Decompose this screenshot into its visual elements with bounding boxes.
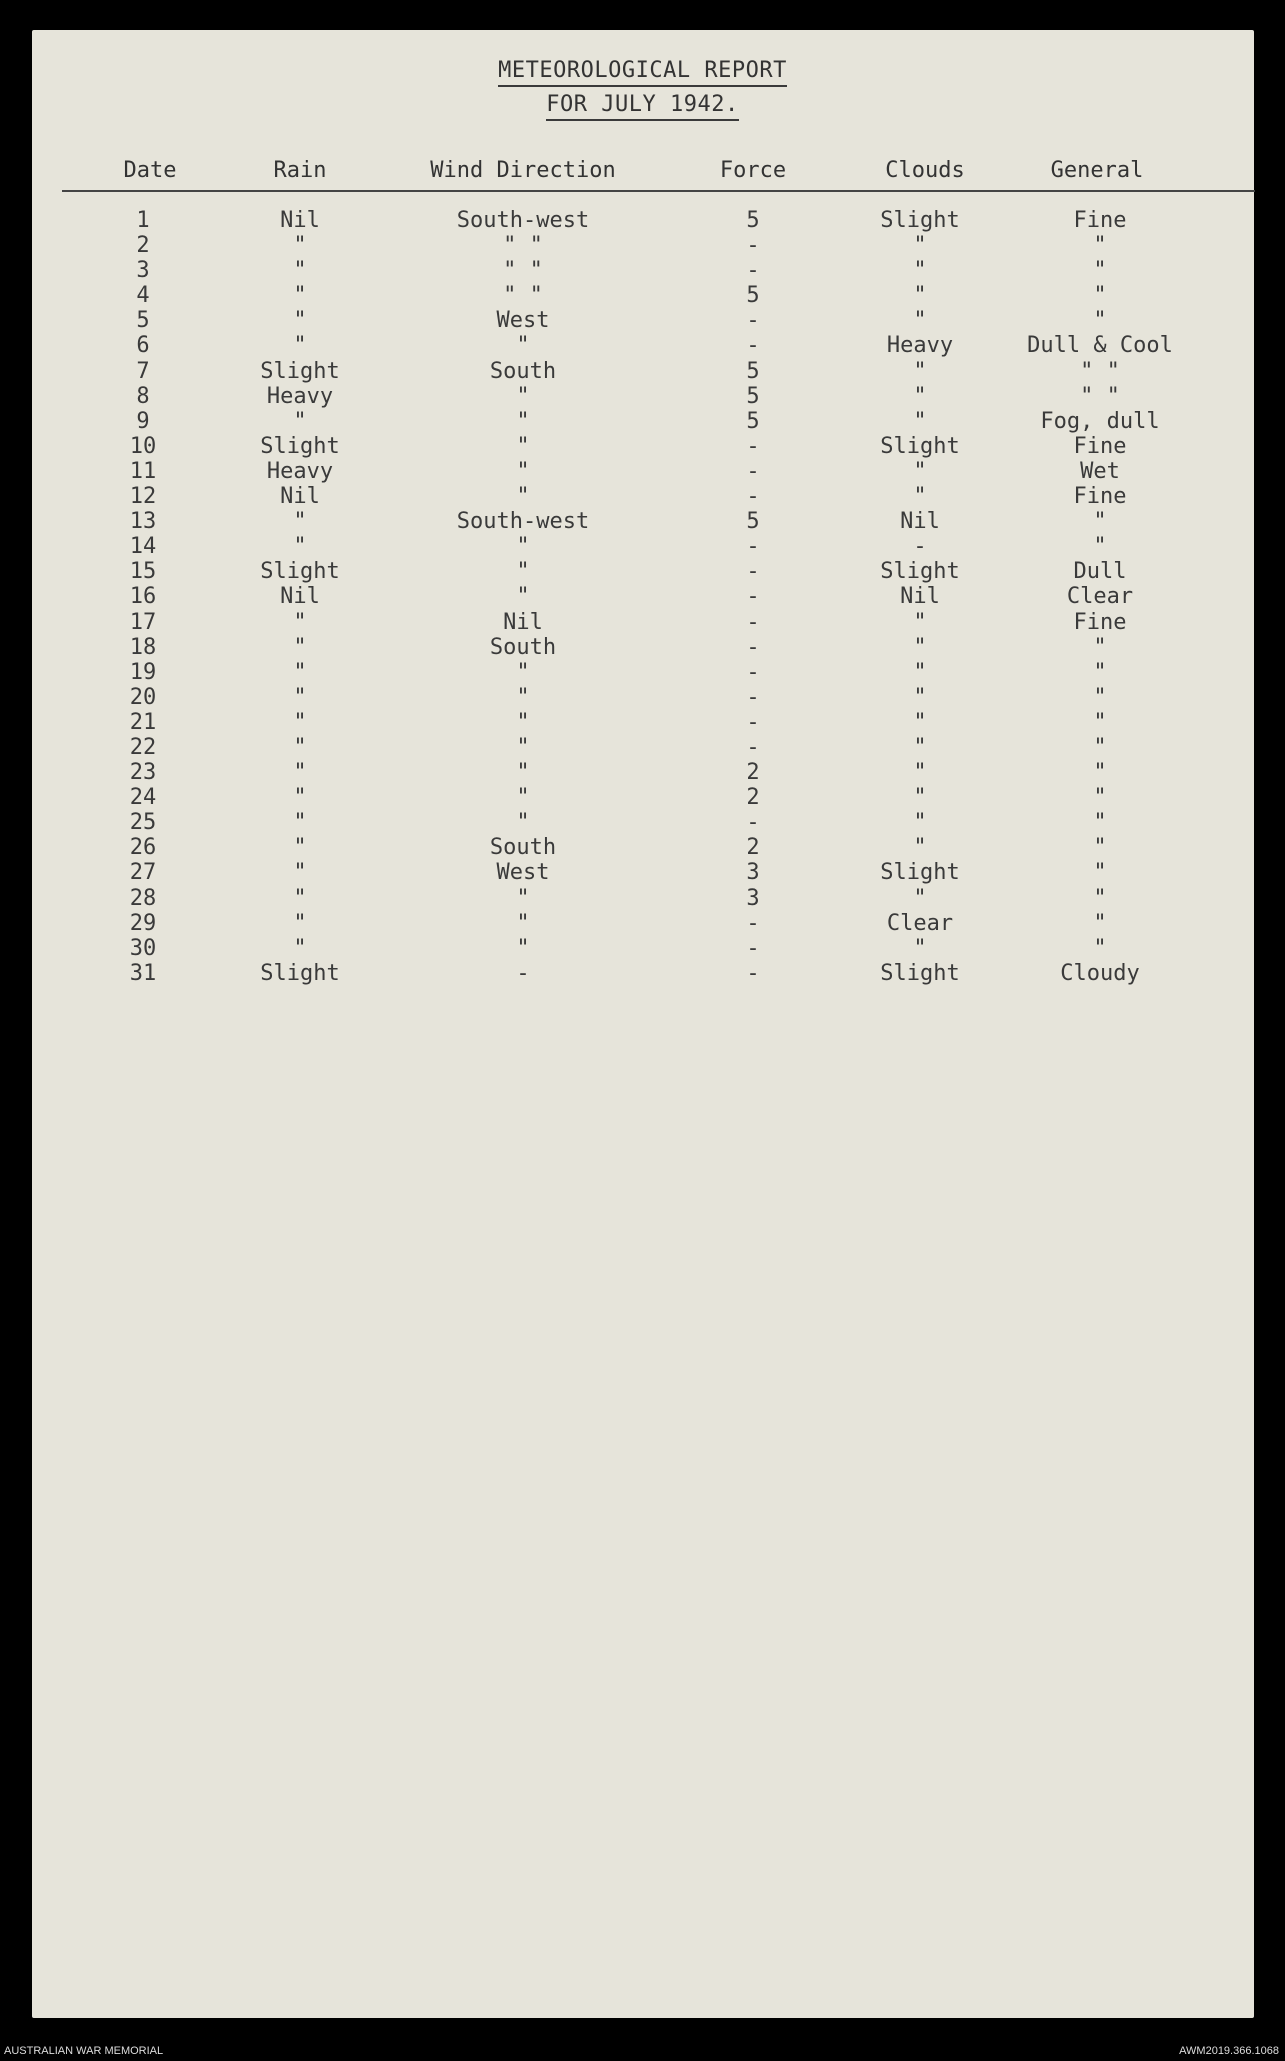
cell-force: - [746, 609, 760, 635]
cell-date: 3 [136, 258, 150, 284]
cell-clouds: " [913, 458, 927, 484]
cell-force: - [746, 258, 760, 284]
cell-date: 27 [129, 860, 157, 886]
cell-wind-direction: " [516, 433, 530, 459]
cell-general: Wet [1080, 458, 1120, 484]
cell-general: " [1093, 860, 1107, 886]
cell-date: 29 [129, 910, 157, 936]
cell-wind-direction: " [516, 559, 530, 585]
cell-general: Fine [1073, 208, 1127, 233]
cell-date: 24 [129, 785, 157, 811]
header-date: Date [123, 158, 177, 183]
cell-wind-direction: " [516, 333, 530, 359]
cell-rain: " [293, 810, 307, 836]
cell-force: - [746, 584, 760, 610]
cell-force: - [746, 935, 760, 961]
cell-rain: " [293, 233, 307, 259]
cell-rain: " [293, 258, 307, 284]
cell-force: 5 [746, 208, 760, 233]
cell-force: - [746, 634, 760, 660]
cell-clouds: " [913, 283, 927, 309]
header-wind-direction: Wind Direction [430, 158, 616, 183]
cell-general: " [1093, 283, 1107, 309]
cell-wind-direction: " [516, 584, 530, 610]
cell-force: - [746, 960, 760, 986]
cell-force: - [746, 233, 760, 259]
cell-date: 21 [129, 709, 157, 735]
cell-force: 5 [746, 383, 760, 409]
cell-general: Fine [1073, 609, 1127, 635]
cell-date: 2 [136, 233, 150, 259]
cell-force: - [746, 709, 760, 735]
cell-clouds: Heavy [886, 333, 954, 359]
cell-force: - [746, 458, 760, 484]
cell-rain: Heavy [266, 458, 334, 484]
cell-date: 15 [129, 559, 157, 585]
cell-date: 9 [136, 408, 150, 434]
cell-general: " [1093, 308, 1107, 334]
cell-wind-direction: " " [503, 233, 543, 259]
cell-date: 8 [136, 383, 150, 409]
table-row [0, 509, 1285, 534]
cell-wind-direction: " [516, 458, 530, 484]
cell-wind-direction: " [516, 408, 530, 434]
cell-clouds: Slight [880, 559, 960, 585]
table-row [0, 810, 1285, 835]
cell-date: 14 [129, 534, 157, 560]
cell-general: " [1093, 534, 1107, 560]
cell-date: 31 [129, 960, 157, 986]
cell-date: 11 [129, 458, 157, 484]
cell-rain: " [293, 885, 307, 911]
cell-general: " [1093, 684, 1107, 710]
report-subtitle: FOR JULY 1942. [0, 92, 1285, 117]
cell-general: Fog, dull [1040, 408, 1160, 434]
cell-clouds: " [913, 484, 927, 510]
cell-clouds: " [913, 709, 927, 735]
header-general: General [1050, 158, 1144, 183]
cell-date: 12 [129, 484, 157, 510]
cell-date: 17 [129, 609, 157, 635]
cell-date: 16 [129, 584, 157, 610]
cell-general: Dull [1073, 559, 1127, 585]
cell-clouds: " [913, 233, 927, 259]
cell-general: " [1093, 233, 1107, 259]
cell-general: " [1093, 935, 1107, 961]
cell-clouds: Clear [886, 910, 954, 936]
cell-force: 3 [746, 860, 760, 886]
cell-force: 5 [746, 408, 760, 434]
cell-rain: " [293, 609, 307, 635]
cell-force: 5 [746, 509, 760, 535]
cell-general: " [1093, 785, 1107, 811]
cell-clouds: " [913, 835, 927, 861]
table-row [0, 384, 1285, 409]
cell-date: 23 [129, 760, 157, 786]
cell-wind-direction: West [496, 860, 550, 886]
cell-rain: " [293, 408, 307, 434]
cell-wind-direction: - [516, 960, 530, 986]
cell-clouds: " [913, 609, 927, 635]
table-row [0, 434, 1285, 459]
cell-general: Clear [1066, 584, 1134, 610]
cell-force: - [746, 910, 760, 936]
cell-rain: Slight [260, 358, 340, 384]
cell-wind-direction: " [516, 709, 530, 735]
cell-general: " [1093, 760, 1107, 786]
cell-force: - [746, 810, 760, 836]
cell-wind-direction: " [516, 885, 530, 911]
cell-wind-direction: South [489, 835, 557, 861]
cell-rain: " [293, 860, 307, 886]
cell-rain: " [293, 785, 307, 811]
cell-clouds: Slight [880, 208, 960, 233]
cell-wind-direction: " [516, 383, 530, 409]
cell-rain: " [293, 333, 307, 359]
cell-clouds: Slight [880, 960, 960, 986]
cell-wind-direction: " [516, 910, 530, 936]
cell-wind-direction: " [516, 935, 530, 961]
cell-force: 5 [746, 358, 760, 384]
table-row [0, 685, 1285, 710]
table-row [0, 359, 1285, 384]
cell-force: - [746, 484, 760, 510]
cell-rain: " [293, 659, 307, 685]
cell-force: - [746, 734, 760, 760]
table-row [0, 886, 1285, 911]
cell-clouds: Slight [880, 860, 960, 886]
table-row [0, 610, 1285, 635]
cell-rain: " [293, 760, 307, 786]
header-rain: Rain [273, 158, 327, 183]
cell-force: 2 [746, 835, 760, 861]
table-row [0, 710, 1285, 735]
cell-clouds: " [913, 760, 927, 786]
cell-wind-direction: " [516, 810, 530, 836]
cell-date: 25 [129, 810, 157, 836]
cell-date: 1 [136, 208, 150, 233]
cell-date: 5 [136, 308, 150, 334]
cell-rain: " [293, 308, 307, 334]
cell-clouds: - [913, 534, 927, 560]
cell-force: - [746, 433, 760, 459]
cell-wind-direction: " [516, 484, 530, 510]
cell-wind-direction: Nil [503, 609, 543, 635]
cell-rain: " [293, 634, 307, 660]
cell-general: " [1093, 885, 1107, 911]
cell-force: - [746, 659, 760, 685]
cell-force: - [746, 559, 760, 585]
cell-clouds: " [913, 810, 927, 836]
table-row [0, 208, 1285, 233]
footer-catalogue-number: AWM2019.366.1068 [1179, 2045, 1279, 2057]
cell-general: Dull & Cool [1027, 333, 1173, 359]
cell-general: " [1093, 258, 1107, 284]
cell-clouds: " [913, 258, 927, 284]
table-row [0, 233, 1285, 258]
cell-force: 2 [746, 760, 760, 786]
cell-clouds: " [913, 935, 927, 961]
cell-general: Cloudy [1060, 960, 1140, 986]
cell-rain: " [293, 509, 307, 535]
cell-clouds: " [913, 684, 927, 710]
cell-rain: Nil [280, 584, 320, 610]
cell-wind-direction: " [516, 760, 530, 786]
cell-rain: " [293, 935, 307, 961]
cell-general: Fine [1073, 484, 1127, 510]
table-row [0, 735, 1285, 760]
cell-rain: " [293, 534, 307, 560]
cell-general: " [1093, 634, 1107, 660]
cell-date: 30 [129, 935, 157, 961]
cell-clouds: " [913, 634, 927, 660]
cell-clouds: " [913, 308, 927, 334]
table-row [0, 559, 1285, 584]
cell-clouds: Nil [900, 584, 940, 610]
cell-wind-direction: " [516, 659, 530, 685]
header-rule [62, 190, 1255, 192]
cell-rain: Slight [260, 960, 340, 986]
cell-general: " [1093, 509, 1107, 535]
cell-date: 26 [129, 835, 157, 861]
cell-wind-direction: South [489, 634, 557, 660]
table-row [0, 333, 1285, 358]
cell-clouds: " [913, 358, 927, 384]
cell-force: 2 [746, 785, 760, 811]
table-row [0, 283, 1285, 308]
cell-force: - [746, 308, 760, 334]
cell-clouds: " [913, 734, 927, 760]
cell-wind-direction: " [516, 534, 530, 560]
footer-credit: AUSTRALIAN WAR MEMORIAL [4, 2045, 164, 2057]
table-row [0, 835, 1285, 860]
cell-date: 20 [129, 684, 157, 710]
cell-clouds: Nil [900, 509, 940, 535]
cell-rain: Nil [280, 484, 320, 510]
table-row [0, 961, 1285, 986]
cell-rain: Nil [280, 208, 320, 233]
cell-rain: Slight [260, 559, 340, 585]
cell-general: Fine [1073, 433, 1127, 459]
cell-date: 13 [129, 509, 157, 535]
table-row [0, 785, 1285, 810]
cell-force: 5 [746, 283, 760, 309]
table-row [0, 635, 1285, 660]
cell-rain: " [293, 684, 307, 710]
cell-wind-direction: " " [503, 258, 543, 284]
cell-date: 6 [136, 333, 150, 359]
cell-date: 10 [129, 433, 157, 459]
cell-rain: Slight [260, 433, 340, 459]
cell-rain: " [293, 709, 307, 735]
cell-date: 28 [129, 885, 157, 911]
cell-rain: Heavy [266, 383, 334, 409]
cell-rain: " [293, 835, 307, 861]
cell-wind-direction: West [496, 308, 550, 334]
cell-clouds: Slight [880, 433, 960, 459]
cell-general: " [1093, 835, 1107, 861]
cell-general: " [1093, 659, 1107, 685]
cell-rain: " [293, 910, 307, 936]
cell-clouds: " [913, 408, 927, 434]
cell-force: 3 [746, 885, 760, 911]
report-table-body [0, 208, 1285, 986]
cell-wind-direction: " " [503, 283, 543, 309]
cell-rain: " [293, 283, 307, 309]
cell-date: 22 [129, 734, 157, 760]
cell-wind-direction: " [516, 684, 530, 710]
table-row [0, 911, 1285, 936]
cell-force: - [746, 333, 760, 359]
cell-general: " [1093, 910, 1107, 936]
table-row [0, 936, 1285, 961]
table-row [0, 534, 1285, 559]
cell-wind-direction: South-west [456, 208, 590, 233]
header-clouds: Clouds [885, 158, 965, 183]
cell-date: 7 [136, 358, 150, 384]
table-row [0, 660, 1285, 685]
cell-wind-direction: South [489, 358, 557, 384]
cell-clouds: " [913, 785, 927, 811]
cell-wind-direction: " [516, 734, 530, 760]
table-row [0, 584, 1285, 609]
table-row [0, 258, 1285, 283]
cell-rain: " [293, 734, 307, 760]
cell-force: - [746, 534, 760, 560]
cell-date: 18 [129, 634, 157, 660]
cell-date: 19 [129, 659, 157, 685]
cell-general: " [1093, 734, 1107, 760]
table-row [0, 459, 1285, 484]
header-force: Force [719, 158, 787, 183]
cell-general: " [1093, 810, 1107, 836]
cell-general: " " [1080, 383, 1120, 409]
table-row [0, 484, 1285, 509]
cell-wind-direction: South-west [456, 509, 590, 535]
table-row [0, 760, 1285, 785]
cell-clouds: " [913, 383, 927, 409]
cell-date: 4 [136, 283, 150, 309]
table-row [0, 409, 1285, 434]
cell-force: - [746, 684, 760, 710]
cell-clouds: " [913, 659, 927, 685]
table-row [0, 860, 1285, 885]
report-title: METEOROLOGICAL REPORT [0, 58, 1285, 83]
cell-general: " " [1080, 358, 1120, 384]
cell-general: " [1093, 709, 1107, 735]
cell-wind-direction: " [516, 785, 530, 811]
table-row [0, 308, 1285, 333]
cell-clouds: " [913, 885, 927, 911]
